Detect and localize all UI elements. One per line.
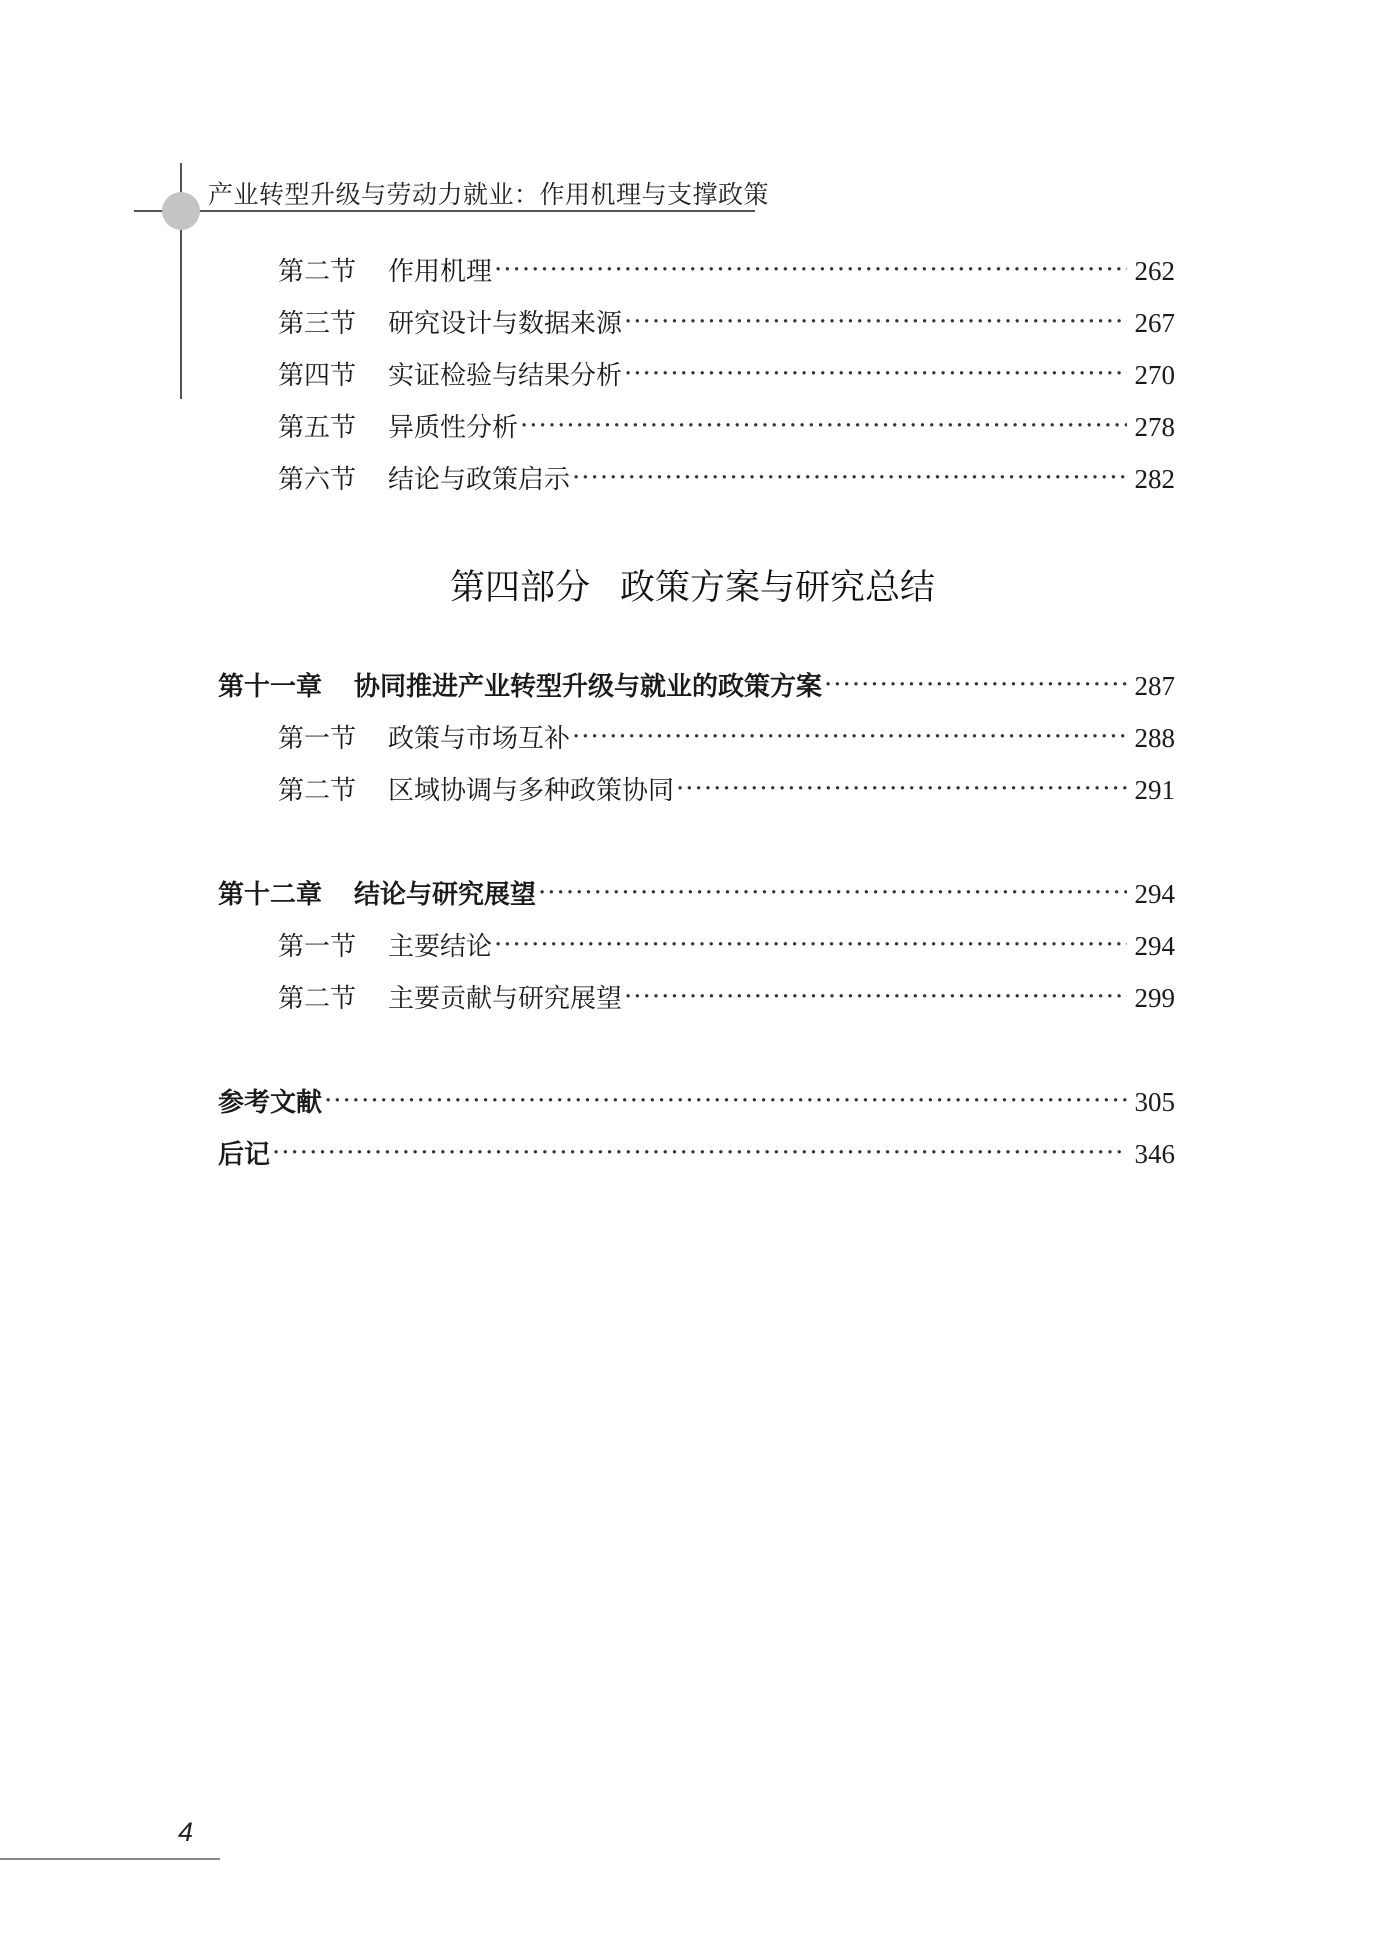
dot-leader <box>624 305 1126 339</box>
footer-rule <box>0 1858 220 1860</box>
toc-entry-section[interactable] <box>278 254 1175 288</box>
section-title: 主要贡献与研究展望 <box>388 984 623 1014</box>
section-number: 第二节 <box>278 984 357 1014</box>
section-title: 实证检验与结果分析 <box>388 361 623 391</box>
dot-leader <box>824 668 1126 702</box>
toc-entry-section[interactable] <box>278 358 1175 392</box>
references-title: 参考文献 <box>218 1088 323 1118</box>
section-number: 第二节 <box>278 257 357 287</box>
toc-entry-section[interactable] <box>278 721 1175 755</box>
page-ref: 282 <box>1134 464 1175 494</box>
section-number: 第二节 <box>278 776 357 806</box>
page-ref: 262 <box>1134 256 1175 286</box>
section-number: 第一节 <box>278 932 357 962</box>
page-ref: 299 <box>1134 983 1175 1013</box>
toc-entry-afterword[interactable] <box>218 1137 1175 1171</box>
section-number: 第三节 <box>278 309 357 339</box>
page-ref: 291 <box>1134 775 1175 805</box>
toc-entry-section[interactable] <box>278 462 1175 496</box>
page-ref: 346 <box>1134 1139 1175 1169</box>
toc-entry-references[interactable] <box>218 1085 1175 1119</box>
chapter-title: 协同推进产业转型升级与就业的政策方案 <box>354 672 823 702</box>
toc-entry-section[interactable] <box>278 773 1175 807</box>
toc-entry-section[interactable] <box>278 981 1175 1015</box>
toc-entry-section[interactable] <box>278 306 1175 340</box>
chapter-title: 结论与研究展望 <box>354 880 537 910</box>
dot-leader <box>494 253 1126 287</box>
dot-leader <box>538 876 1126 910</box>
page-ref: 287 <box>1134 671 1175 701</box>
dot-leader <box>520 409 1126 443</box>
dot-leader <box>676 772 1126 806</box>
toc-entry-chapter[interactable] <box>218 669 1175 703</box>
section-title: 主要结论 <box>388 932 493 962</box>
header-circle-ornament <box>162 192 200 230</box>
page-ref: 288 <box>1134 723 1175 753</box>
page-ref: 294 <box>1134 931 1175 961</box>
page-ref: 278 <box>1134 412 1175 442</box>
chapter-number: 第十一章 <box>218 672 323 702</box>
dot-leader <box>324 1084 1126 1118</box>
dot-leader <box>572 461 1126 495</box>
toc-entry-section[interactable] <box>278 929 1175 963</box>
section-title: 异质性分析 <box>388 413 519 443</box>
part-heading <box>0 560 1385 610</box>
page-ref: 305 <box>1134 1087 1175 1117</box>
section-number: 第五节 <box>278 413 357 443</box>
page-ref: 267 <box>1134 308 1175 338</box>
part-number: 第四部分 <box>449 568 590 608</box>
toc-entry-section[interactable] <box>278 410 1175 444</box>
toc-entry-chapter[interactable] <box>218 877 1175 911</box>
section-number: 第一节 <box>278 724 357 754</box>
section-title: 作用机理 <box>388 257 493 287</box>
dot-leader <box>494 928 1126 962</box>
section-title: 结论与政策启示 <box>388 465 571 495</box>
section-number: 第六节 <box>278 465 357 495</box>
part-title: 政策方案与研究总结 <box>620 568 936 608</box>
page-ref: 294 <box>1134 879 1175 909</box>
dot-leader <box>624 980 1126 1014</box>
running-header-title: 产业转型升级与劳动力就业：作用机理与支撑政策 <box>208 180 770 209</box>
dot-leader <box>624 357 1126 391</box>
afterword-title: 后记 <box>218 1140 271 1170</box>
dot-leader <box>572 720 1126 754</box>
section-title: 研究设计与数据来源 <box>388 309 623 339</box>
chapter-number: 第十二章 <box>218 880 323 910</box>
page-number: 4 <box>178 1817 194 1847</box>
section-title: 政策与市场互补 <box>388 724 571 754</box>
section-number: 第四节 <box>278 361 357 391</box>
section-title: 区域协调与多种政策协同 <box>388 776 675 806</box>
dot-leader <box>272 1136 1126 1170</box>
page-ref: 270 <box>1134 360 1175 390</box>
